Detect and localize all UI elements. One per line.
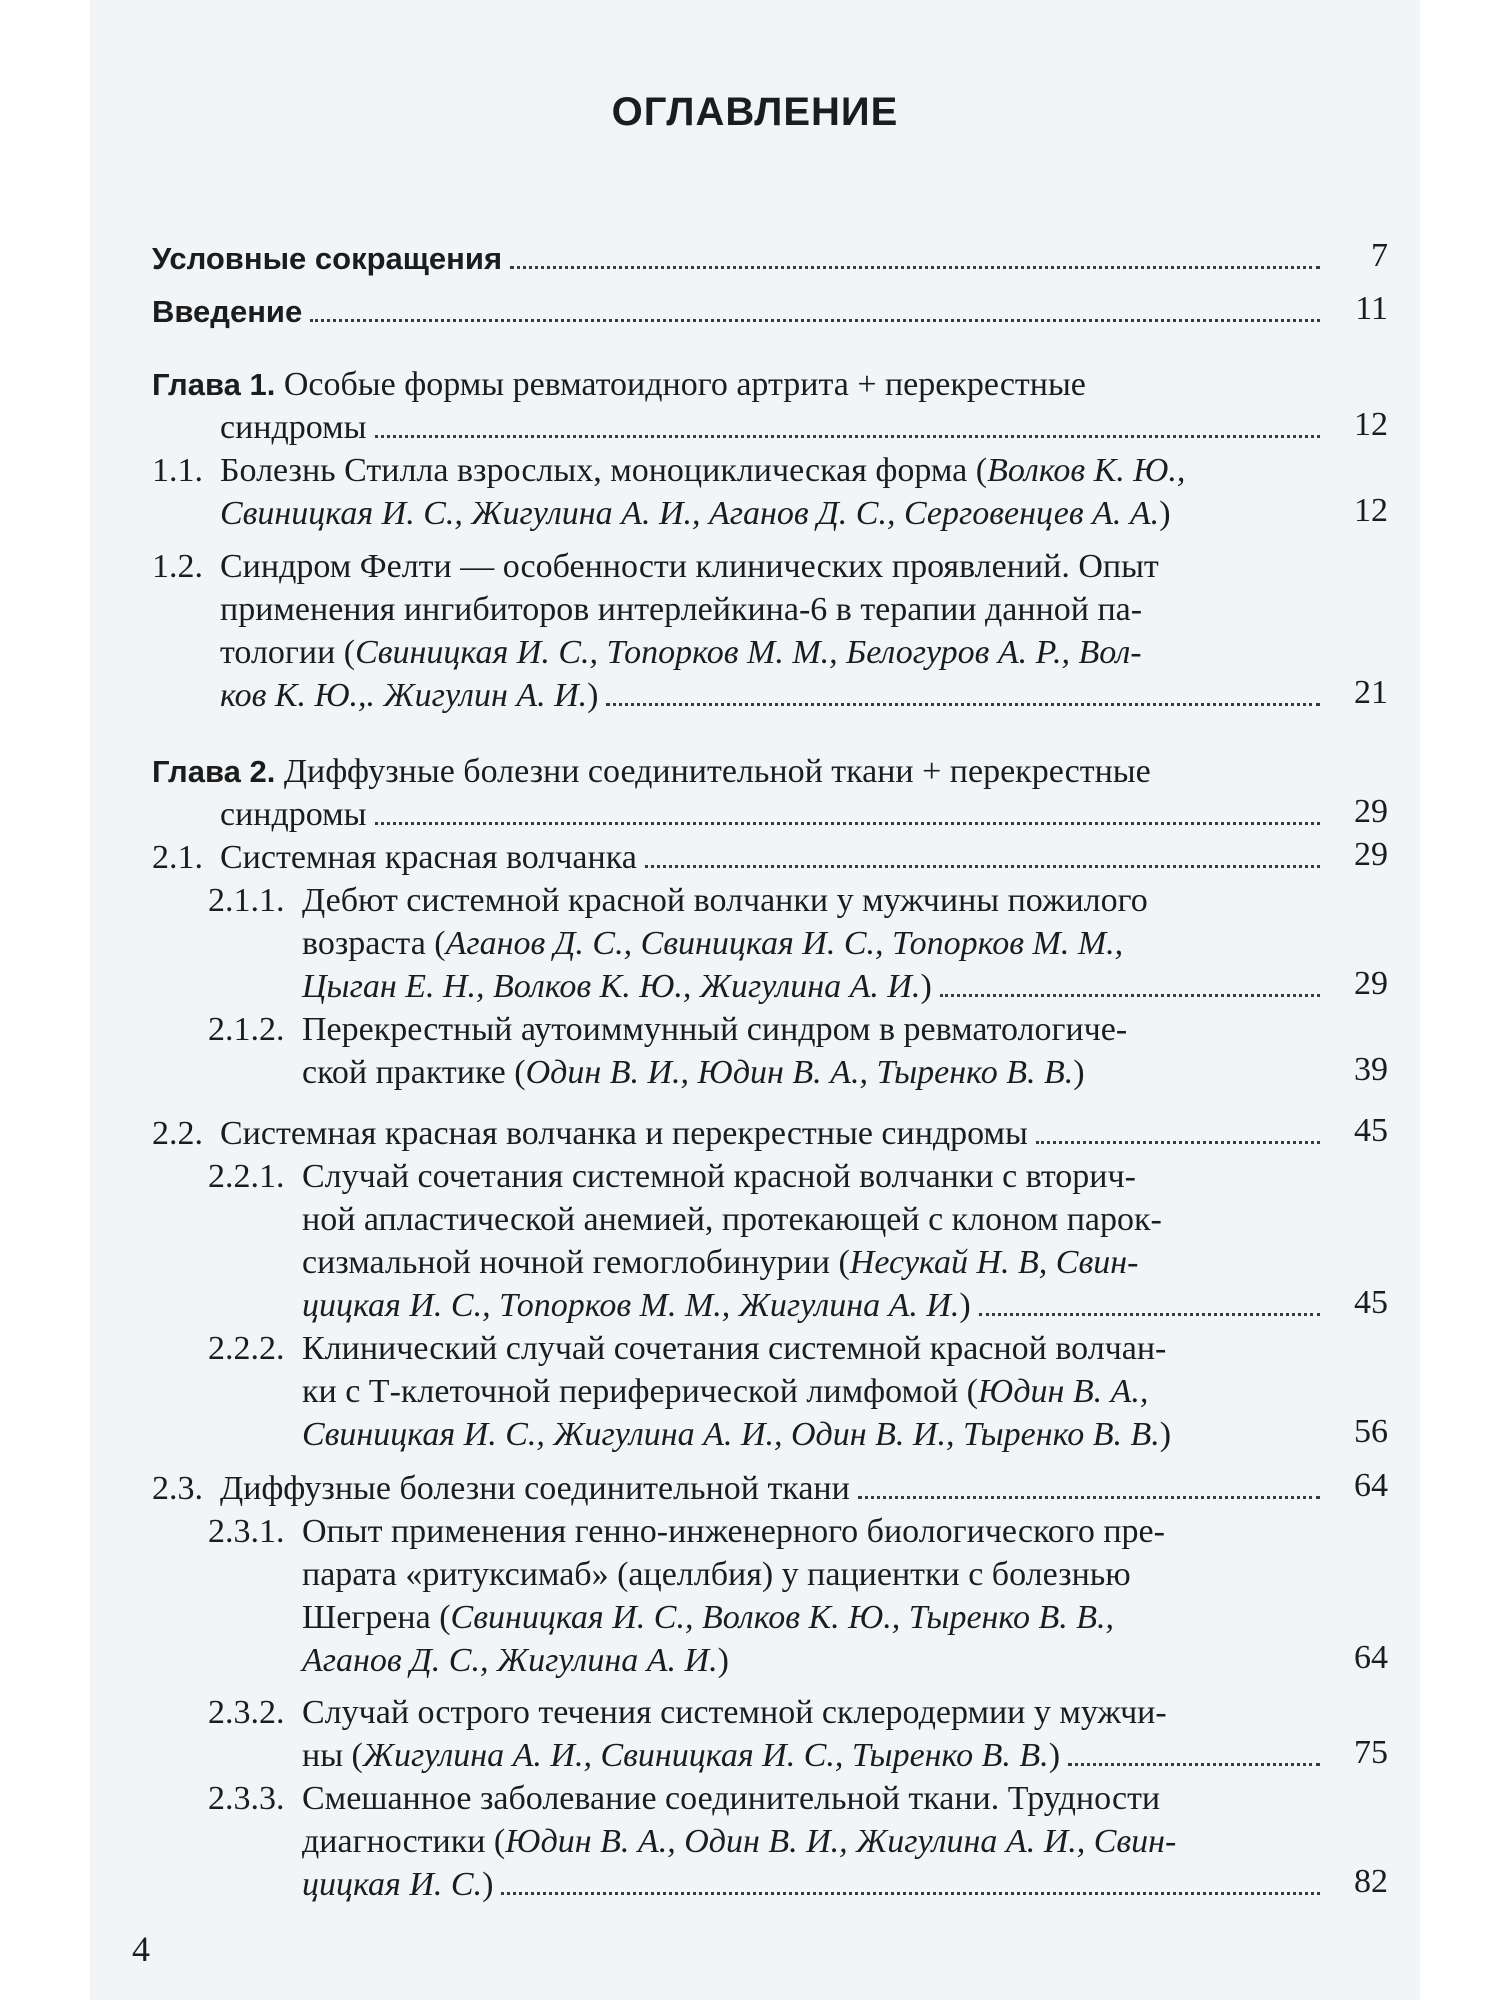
leader-dots <box>375 435 1321 438</box>
entry-authors: Свиницкая И. С., Топорков М. М., Белогуров А. Р., Вол- <box>355 634 1142 671</box>
section-number: 1.1. <box>152 452 203 489</box>
chapter-prefix: Глава 2. <box>152 754 276 789</box>
entry-label: диагностики ( <box>302 1823 506 1860</box>
entry-label: Системная красная волчанка и перекрестные синдромы <box>220 1115 1028 1152</box>
section-number: 2.1. <box>152 839 203 876</box>
toc-entry-chapter-1[interactable] <box>152 363 1328 449</box>
chapter-prefix: Глава 1. <box>152 367 276 402</box>
entry-authors: Юдин В. А., <box>978 1373 1149 1410</box>
toc-entry-2-1-2[interactable] <box>208 1008 1328 1094</box>
entry-label: Смешанное заболевание соединительной ткани. Трудности <box>302 1780 1161 1817</box>
section-number: 2.2.1. <box>208 1158 285 1195</box>
entry-label: Особые формы ревматоидного артрита + перекрестные <box>283 366 1086 403</box>
leader-dots <box>310 319 1320 322</box>
entry-authors: Свиницкая И. С., Волков К. Ю., Тыренко В. В., <box>450 1599 1115 1636</box>
section-number: 2.3.2. <box>208 1694 285 1731</box>
entry-authors: Свиницкая И. С., Жигулина А. И., Аганов Д. С., Серговенцев А. А. <box>220 495 1160 532</box>
entry-label: синдромы <box>220 796 367 833</box>
entry-page: 45 <box>1354 1112 1388 1149</box>
entry-authors: Аганов Д. С., Свиницкая И. С., Топорков М. М., <box>445 925 1124 962</box>
toc-entry-2-3-2[interactable] <box>208 1691 1328 1777</box>
entry-page: 29 <box>1354 836 1388 873</box>
entry-page: 64 <box>1354 1467 1388 1504</box>
entry-page: 82 <box>1354 1863 1388 1900</box>
entry-label: сизмальной ночной гемоглобинурии ( <box>302 1244 850 1281</box>
entry-label: Болезнь Стилла взрослых, моноциклическая форма ( <box>220 452 988 489</box>
book-page <box>90 0 1420 2000</box>
entry-page: 21 <box>1354 674 1388 711</box>
toc-entry-2-2-1[interactable] <box>208 1155 1328 1327</box>
entry-authors: ков К. Ю.,. Жигулин А. И. <box>220 677 588 714</box>
toc-entry-1-2[interactable] <box>152 545 1328 717</box>
entry-page: 75 <box>1354 1734 1388 1771</box>
entry-label: ной апластической анемией, протекающей с клоном парок- <box>302 1201 1162 1238</box>
leader-dots <box>940 994 1320 997</box>
entry-authors: Один В. И., Юдин В. А., Тыренко В. В. <box>525 1054 1074 1091</box>
section-number: 2.2. <box>152 1115 203 1152</box>
entry-page: 64 <box>1354 1639 1388 1676</box>
entry-authors: Несукай Н. В, Свин- <box>849 1244 1139 1281</box>
toc-entry-2-1-1[interactable] <box>208 879 1328 1008</box>
entry-label: Случай острого течения системной склеродермии у мужчи- <box>302 1694 1167 1731</box>
entry-page: 12 <box>1354 406 1388 443</box>
leader-dots <box>501 1892 1320 1895</box>
closing-paren: ) <box>1073 1054 1085 1091</box>
toc-entry-2-1[interactable] <box>152 836 1328 879</box>
entry-authors: Волков К. Ю., <box>987 452 1186 489</box>
entry-label: Диффузные болезни соединительной ткани <box>220 1470 850 1507</box>
entry-authors: Юдин В. А., Один В. И., Жигулина А. И., Свин- <box>505 1823 1177 1860</box>
entry-label: Перекрестный аутоиммунный синдром в ревматологиче- <box>302 1011 1128 1048</box>
entry-authors: цицкая И. С., Топорков М. М., Жигулина А. И. <box>302 1287 960 1324</box>
entry-page: 29 <box>1354 965 1388 1002</box>
closing-paren: ) <box>587 677 599 714</box>
toc-entry-2-3-1[interactable] <box>208 1510 1328 1682</box>
leader-dots <box>510 266 1320 269</box>
closing-paren: ) <box>482 1866 494 1903</box>
entry-label: Диффузные болезни соединительной ткани + перекрестные <box>283 753 1151 790</box>
leader-dots <box>979 1313 1320 1316</box>
entry-page: 11 <box>1355 290 1388 327</box>
section-number: 2.3.1. <box>208 1513 285 1550</box>
toc-entry-2-2-2[interactable] <box>208 1327 1328 1456</box>
closing-paren: ) <box>1048 1737 1061 1774</box>
toc-entry-chapter-2[interactable] <box>152 750 1328 836</box>
leader-dots <box>858 1496 1320 1499</box>
entry-label: Дебют системной красной волчанки у мужчины пожилого <box>302 882 1148 919</box>
leader-dots <box>645 865 1320 868</box>
closing-paren: ) <box>1159 495 1171 532</box>
toc-entry-2-2[interactable] <box>152 1112 1328 1155</box>
section-number: 2.2.2. <box>208 1330 285 1367</box>
entry-label: Условные сокращения <box>152 241 503 276</box>
leader-dots <box>1068 1763 1320 1766</box>
entry-authors: цицкая И. С. <box>302 1866 483 1903</box>
entry-authors: Свиницкая И. С., Жигулина А. И., Один В. И., Тыренко В. В. <box>302 1416 1160 1453</box>
entry-label: возраста ( <box>302 925 446 962</box>
entry-page: 39 <box>1354 1051 1388 1088</box>
section-number: 2.1.2. <box>208 1011 285 1048</box>
leader-dots <box>375 822 1321 825</box>
page-title: ОГЛАВЛЕНИЕ <box>611 90 899 134</box>
entry-page: 12 <box>1354 492 1388 529</box>
section-number: 2.3. <box>152 1470 203 1507</box>
entry-authors: Цыган Е. Н., Волков К. Ю., Жигулина А. И. <box>302 968 921 1005</box>
entry-label: Клинический случай сочетания системной красной волчан- <box>302 1330 1167 1367</box>
entry-label: синдромы <box>220 409 367 446</box>
entry-label: Введение <box>152 294 303 329</box>
page-number: 4 <box>132 1929 150 1969</box>
entry-label: ки с Т-клеточной периферической лимфомой ( <box>302 1373 978 1410</box>
section-number: 1.2. <box>152 548 203 585</box>
closing-paren: ) <box>920 968 932 1005</box>
entry-page: 56 <box>1354 1413 1388 1450</box>
section-number: 2.3.3. <box>208 1780 285 1817</box>
entry-authors: Аганов Д. С., Жигулина А. И. <box>302 1642 718 1679</box>
entry-label: Опыт применения генно-инженерного биологического пре- <box>302 1513 1165 1550</box>
entry-page: 45 <box>1354 1284 1388 1321</box>
toc-entry-2-3[interactable] <box>152 1467 1328 1510</box>
entry-label: ской практике ( <box>302 1054 526 1091</box>
entry-label: Случай сочетания системной красной волчанки с вторич- <box>302 1158 1136 1195</box>
section-number: 2.1.1. <box>208 882 285 919</box>
closing-paren: ) <box>717 1642 729 1679</box>
entry-label: Синдром Фелти — особенности клинических проявлений. Опыт <box>220 548 1159 585</box>
entry-label: применения ингибиторов интерлейкина-6 в терапии данной па- <box>220 591 1143 628</box>
toc-entry-introduction[interactable] <box>152 290 1328 333</box>
entry-label: тологии ( <box>220 634 356 671</box>
closing-paren: ) <box>1159 1416 1172 1453</box>
entry-authors: Жигулина А. И., Свиницкая И. С., Тыренко В. В. <box>362 1737 1049 1774</box>
toc-entry-1-1[interactable] <box>152 449 1328 535</box>
closing-paren: ) <box>959 1287 971 1324</box>
entry-page: 29 <box>1354 793 1388 830</box>
toc-entry-abbreviations[interactable] <box>152 237 1328 280</box>
entry-label: Системная красная волчанка <box>220 839 637 876</box>
toc-entry-2-3-3[interactable] <box>208 1777 1328 1906</box>
entry-label: ны ( <box>302 1737 363 1774</box>
leader-dots <box>606 703 1320 706</box>
entry-label: парата «ритуксимаб» (ацеллбия) у пациентки с болезнью <box>302 1556 1131 1593</box>
entry-page: 7 <box>1371 237 1388 274</box>
entry-label: Шегрена ( <box>302 1599 451 1636</box>
leader-dots <box>1036 1141 1320 1144</box>
